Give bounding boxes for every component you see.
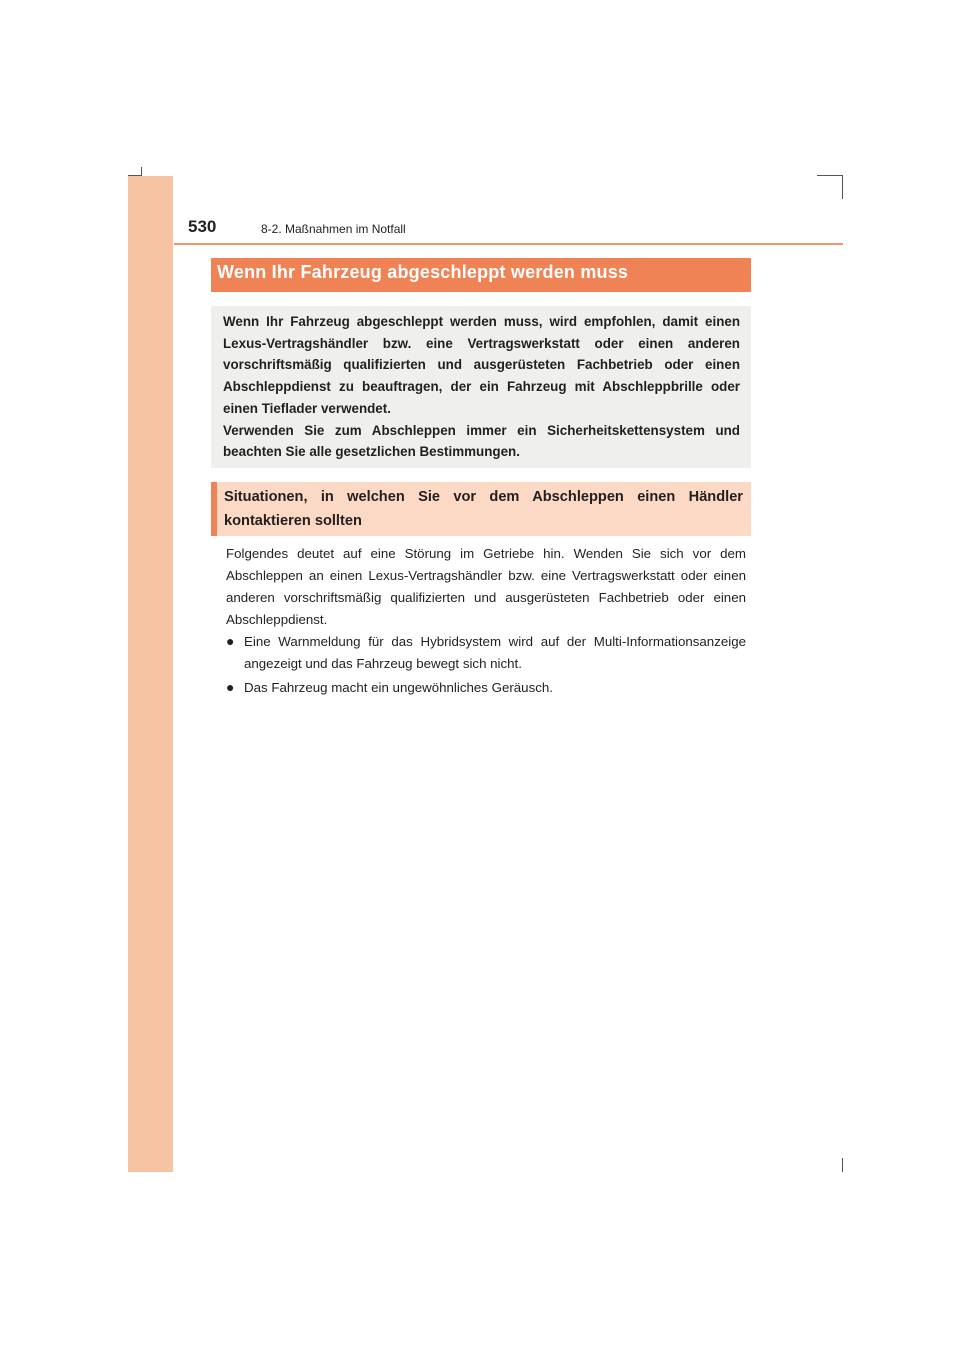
bullet-text: Eine Warnmeldung für das Hybridsystem wird auf der Multi-Informationsanzeige angezeigt und das Fahrzeug bewegt sich nicht.: [244, 634, 746, 671]
intro-box: [211, 306, 751, 468]
crop-mark-bottom-right: [842, 1158, 843, 1172]
crop-mark-top-right-tick: [842, 175, 843, 199]
page-title: Wenn Ihr Fahrzeug abgeschleppt werden muss: [217, 262, 629, 282]
intro-paragraph-2: Verwenden Sie zum Abschleppen immer ein Sicherheitskettensystem und beachten Sie alle gesetzlichen Bestimmungen.: [223, 422, 740, 460]
page-side-band: [128, 176, 173, 1172]
list-item: [226, 677, 746, 699]
subsection-body: Folgendes deutet auf eine Störung im Getriebe hin. Wenden Sie sich vor dem Abschleppen an einen Lexus-Vertragshändler bzw. eine Vertragswerkstatt oder einen anderen vorschriftsmäßig qualifizierten und ausgerüsteten Fachbetrieb oder einen Abschleppdienst.: [226, 546, 746, 627]
title-bar: [211, 258, 751, 292]
subsection-header: [211, 482, 751, 536]
header-rule: [174, 243, 843, 245]
page-number: 530: [188, 217, 217, 236]
crop-mark-top-right: [817, 175, 843, 176]
crop-mark-top-left: [128, 175, 142, 176]
list-item: [226, 631, 746, 675]
bullet-list: [226, 631, 746, 701]
bullet-icon: ●: [226, 678, 235, 695]
crop-mark-top-left-tick: [141, 167, 142, 175]
section-label: 8-2. Maßnahmen im Notfall: [261, 222, 406, 236]
bullet-text: Das Fahrzeug macht ein ungewöhnliches Geräusch.: [244, 679, 553, 695]
intro-paragraph-1: Wenn Ihr Fahrzeug abgeschleppt werden muss, wird empfohlen, damit einen Lexus-Vertragshändler bzw. eine Vertragswerkstatt oder einen anderen vorschriftsmäßig qualifizierten und ausgerüsteten Fachbetrieb oder einen Abschleppdienst zu beauftragen, der ein Fahrzeug mit Abschleppbrille oder einen Tieflader verwendet.: [223, 314, 740, 416]
subsection-heading: Situationen, in welchen Sie vor dem Abschleppen einen Händler kontaktieren sollten: [224, 489, 743, 529]
bullet-icon: ●: [226, 633, 235, 649]
